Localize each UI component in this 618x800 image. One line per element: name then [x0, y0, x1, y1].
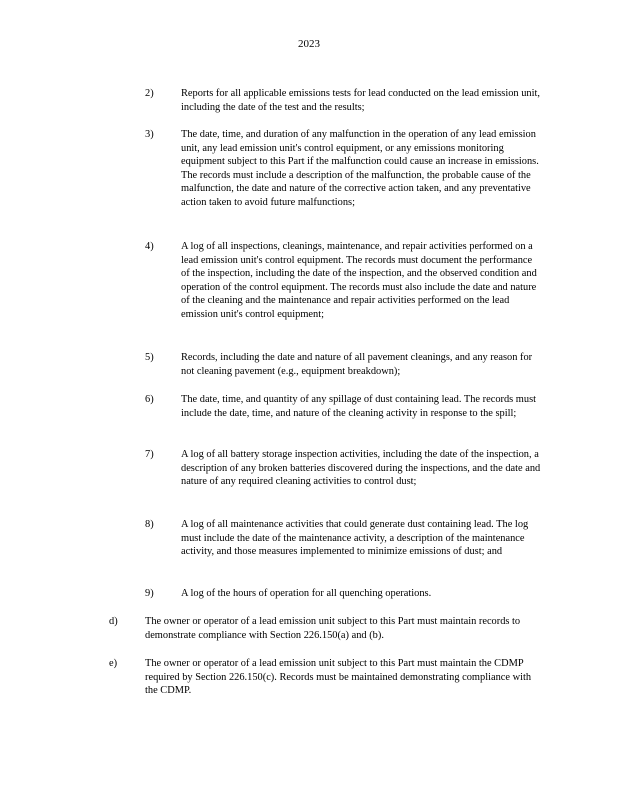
- item-text: The owner or operator of a lead emission unit subject to this Part must maintain the CDMP required by Section 226.150(c). Records must be maintained demonstrating compliance with the CDMP.: [145, 658, 532, 697]
- item-text: A log of all inspections, cleanings, maintenance, and repair activities performed on a lead emission unit's control equipment. The records must document the performance of the inspection, including the date of the inspection, and the observed condition and operation of the control equipment. The records must also include the date and nature of the cleaning and the maintenance and repair activities performed on the lead emission unit's control equipment;: [181, 241, 537, 320]
- item-text: The date, time, and quantity of any spillage of dust containing lead. The records must include the date, time, and nature of the cleaning activity in response to the spill;: [181, 394, 537, 419]
- item-number: 6): [145, 394, 154, 405]
- item-number: 3): [145, 129, 154, 140]
- item-letter: d): [109, 616, 118, 627]
- item-text: A log of the hours of operation for all quenching operations.: [181, 588, 432, 599]
- item-text: Reports for all applicable emissions tests for lead conducted on the lead emission unit, including the date of the test and the results;: [181, 88, 540, 113]
- item-text: A log of all maintenance activities that could generate dust containing lead. The log must include the date of the maintenance activity, a description of the maintenance activity, and those measures implemented to minimize emissions of dust; and: [181, 519, 529, 558]
- item-number: 5): [145, 352, 154, 363]
- item-number: 7): [145, 449, 154, 460]
- item-text: The owner or operator of a lead emission unit subject to this Part must maintain records to demonstrate compliance with Section 226.150(a) and (b).: [145, 616, 521, 641]
- item-number: 9): [145, 588, 154, 599]
- item-text: Records, including the date and nature of all pavement cleanings, and any reason for not cleaning pavement (e.g., equipment breakdown);: [181, 352, 533, 377]
- item-number: 2): [145, 88, 154, 99]
- item-letter: e): [109, 658, 118, 669]
- item-text: A log of all battery storage inspection activities, including the date of the inspection, a description of any broken batteries discovered during the inspections, and the date and nature of any required cleaning activities to control dust;: [181, 449, 541, 488]
- item-number: 4): [145, 241, 154, 252]
- item-number: 8): [145, 519, 154, 530]
- page-header-year: 2023: [298, 38, 320, 50]
- item-text: The date, time, and duration of any malfunction in the operation of any lead emission unit, any lead emission unit's control equipment, or any emissions monitoring equipment subject to this Part if the malfunction could cause an increase in emissions. The records must include a description of the malfunction, the probable cause of the malfunction, the date and nature of the corrective action taken, and any preventative action taken to avoid future malfunctions;: [181, 129, 539, 208]
